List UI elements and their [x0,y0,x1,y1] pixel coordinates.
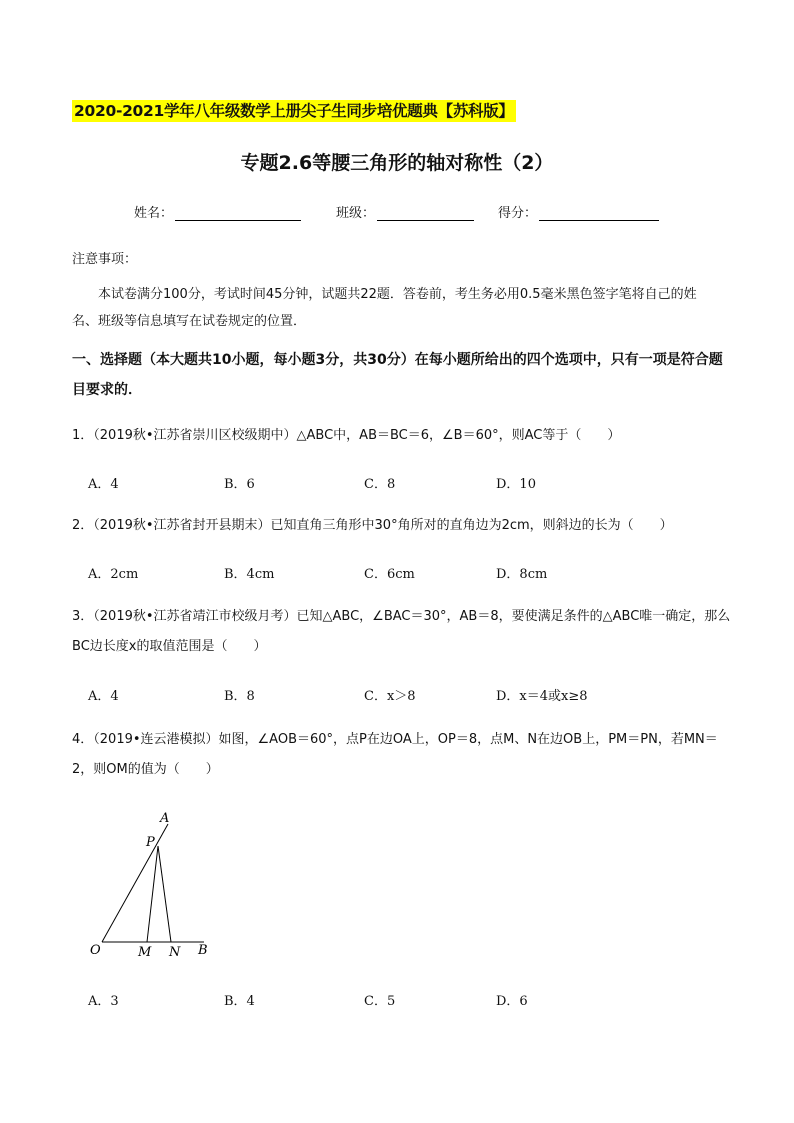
label-p: P [146,835,155,850]
class-blank[interactable] [377,206,474,221]
question-3-stem: 3．（2019秋•江苏省靖江市校级月考）已知△ABC，∠BAC＝30°，AB＝8，要使满足条件的△ABC唯一确定，那么BC边长度x的取值范围是（ ） [72,609,731,654]
class-label: 班级： [336,206,376,221]
q1-option-c[interactable]: C．8 [364,477,396,492]
angle-figure [80,808,220,958]
name-field[interactable] [134,202,301,221]
label-a: A [160,811,170,826]
q4-option-a[interactable]: A．3 [88,994,119,1009]
q2-option-b[interactable]: B．4cm [224,567,275,582]
score-field[interactable] [498,202,659,221]
q4-option-b[interactable]: B．4 [224,994,255,1009]
q3-option-c[interactable]: C．x＞8 [364,689,416,704]
q3-option-b[interactable]: B．8 [224,689,255,704]
label-n: N [169,945,181,958]
label-m: M [138,945,152,958]
page-title: 专题2.6等腰三角形的轴对称性（2） [240,152,554,174]
segment-pn [158,846,171,942]
score-label: 得分： [498,206,538,221]
q3-option-d[interactable]: D．x＝4或x≥8 [496,689,588,704]
q4-option-d[interactable]: D．6 [496,994,528,1009]
q1-option-a[interactable]: A．4 [88,477,119,492]
q4-option-c[interactable]: C．5 [364,994,396,1009]
class-field[interactable] [336,202,474,221]
notice-body: 本试卷满分100分，考试时间45分钟，试题共22题．答卷前，考生务必用0.5毫米黑色签字笔将自己的姓名、班级等信息填写在试卷规定的位置． [72,287,697,329]
question-4-stem: 4．（2019•连云港模拟）如图，∠AOB＝60°，点P在边OA上，OP＝8，点M、N在边OB上，PM＝PN，若MN＝2，则OM的值为（ ） [72,732,718,777]
series-banner: 2020-2021学年八年级数学上册尖子生同步培优题典【苏科版】 [74,102,514,120]
ray-oa [102,824,168,942]
notice-heading: 注意事项： [72,252,138,267]
question-1-stem: 1．（2019秋•江苏省崇川区校级期中）△ABC中，AB＝BC＝6，∠B＝60°，则AC等于（ ） [72,428,621,443]
q1-option-d[interactable]: D．10 [496,477,536,492]
q2-option-c[interactable]: C．6cm [364,567,415,582]
name-label: 姓名： [134,206,174,221]
q3-option-a[interactable]: A．4 [88,689,119,704]
label-o: O [90,943,101,958]
section-heading: 一、选择题（本大题共10小题，每小题3分，共30分）在每小题所给出的四个选项中，只有一项是符合题目要求的． [72,352,723,398]
name-blank[interactable] [175,206,301,221]
q1-option-b[interactable]: B．6 [224,477,255,492]
segment-pm [147,846,158,942]
question-2-stem: 2．（2019秋•江苏省封开县期末）已知直角三角形中30°角所对的直角边为2cm，则斜边的长为（ ） [72,518,673,533]
q2-option-d[interactable]: D．8cm [496,567,548,582]
score-blank[interactable] [539,206,659,221]
q2-option-a[interactable]: A．2cm [88,567,139,582]
label-b: B [198,943,208,958]
